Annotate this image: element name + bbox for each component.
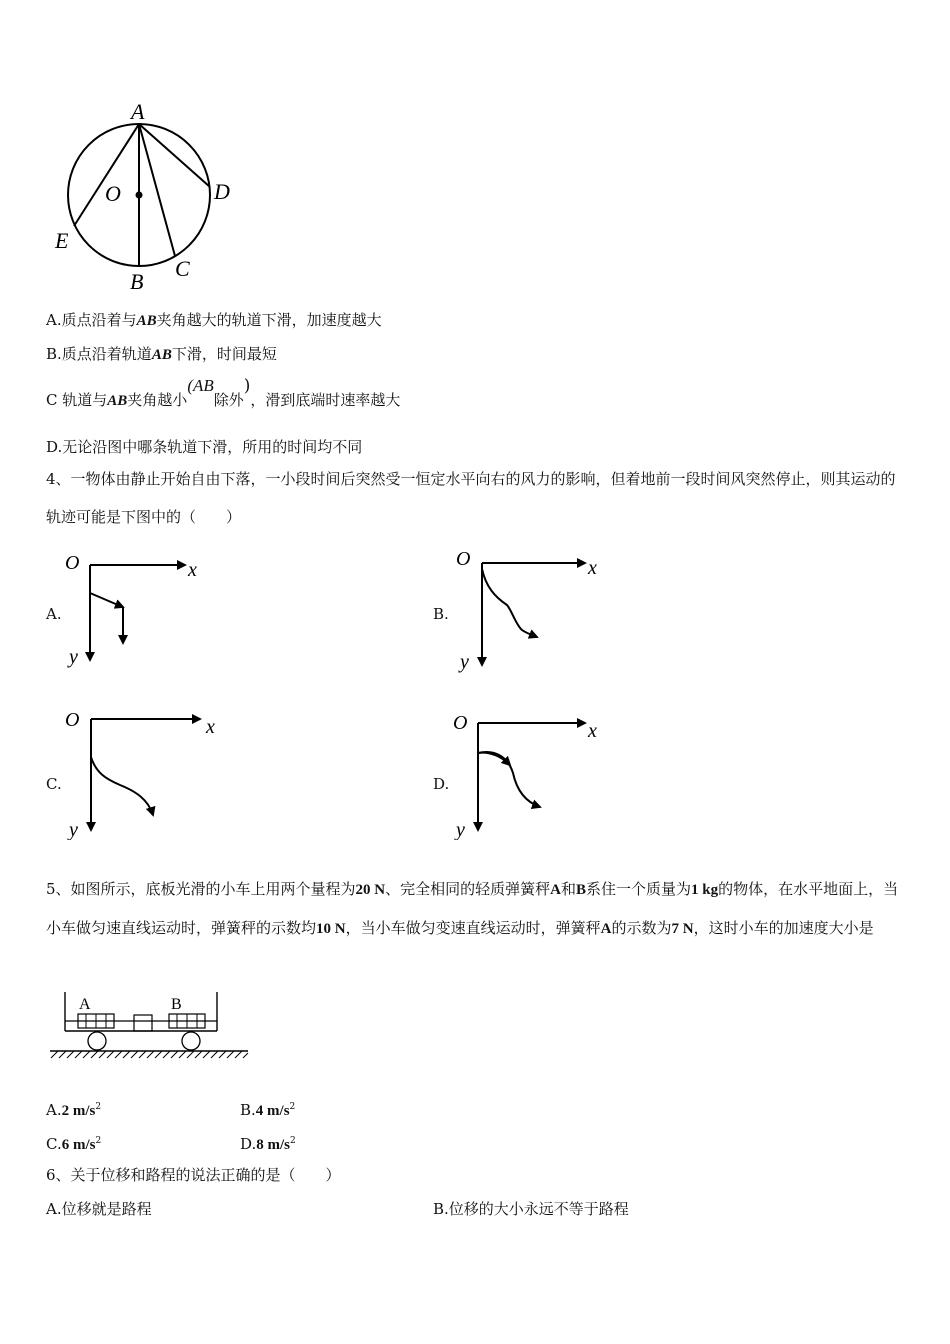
q4-graph-b bbox=[450, 545, 620, 675]
q4-graph-c bbox=[60, 705, 230, 840]
q4-option-a-label: A. bbox=[46, 605, 62, 623]
svg-text:x: x bbox=[588, 557, 597, 579]
q4-option-d-label: D. bbox=[433, 775, 450, 793]
svg-text:y: y bbox=[460, 651, 469, 673]
svg-text:O: O bbox=[453, 712, 468, 734]
label-D: D bbox=[214, 179, 230, 204]
svg-text:O: O bbox=[65, 552, 80, 574]
q3-option-c: C 轨道与AB夹角越小(AB除外)，滑到底端时速率越大 bbox=[46, 376, 401, 409]
q5-option-b: B.4 $m/s^2$ bbox=[240, 1101, 296, 1119]
svg-text:y: y bbox=[69, 819, 78, 840]
q4-question: 4、一物体由静止开始自由下落，一小段时间后突然受一恒定水平向右的风力的影响，但着地前一段时间风突然停止，则其运动的轨迹可能是下图中的（ ） bbox=[46, 470, 896, 526]
q5-option-c: C.6 $m/s^2$ bbox=[46, 1135, 102, 1153]
svg-text:O: O bbox=[456, 548, 471, 570]
q5-option-a: A.2 $m/s^2$ bbox=[46, 1101, 102, 1119]
q6-question: 6、关于位移和路程的说法正确的是（ ） bbox=[46, 1166, 341, 1184]
svg-text:O: O bbox=[65, 709, 80, 731]
cart-diagram bbox=[45, 985, 255, 1065]
svg-text:y: y bbox=[456, 819, 465, 840]
label-O: O bbox=[105, 181, 121, 206]
svg-text:y: y bbox=[69, 646, 78, 668]
q6-option-a: A.位移就是路程 bbox=[46, 1200, 152, 1218]
q4-graph-a bbox=[60, 545, 220, 675]
svg-text:x: x bbox=[206, 716, 215, 738]
svg-text:x: x bbox=[188, 559, 197, 581]
svg-text:B: B bbox=[171, 996, 182, 1013]
q5-option-d: D.8 $m/s^2$ bbox=[240, 1135, 296, 1153]
q4-option-c-label: C. bbox=[46, 775, 62, 793]
q3-option-a: A.质点沿着与AB夹角越大的轨道下滑，加速度越大 bbox=[46, 311, 382, 329]
label-A: A bbox=[131, 99, 145, 124]
svg-text:x: x bbox=[588, 720, 597, 742]
label-B: B bbox=[130, 269, 144, 294]
q3-option-d: D.无论沿图中哪条轨道下滑，所用的时间均不同 bbox=[46, 438, 363, 456]
q6-option-b: B.位移的大小永远不等于路程 bbox=[433, 1200, 629, 1218]
label-E: E bbox=[55, 228, 69, 253]
svg-text:A: A bbox=[79, 996, 91, 1013]
q4-option-b-label: B. bbox=[433, 605, 449, 623]
circle-diagram bbox=[50, 95, 250, 295]
q5-question: 5、如图所示，底板光滑的小车上用两个量程为20 N、完全相同的轻质弹簧秤A和B系住一个质量为1 kg的物体，在水平地面上，当小车做匀速直线运动时，弹簧秤的示数均10 N，当小车做匀变速直线运动时，弹簧秤A的示数为7 N，这时小车的加速度大小是 bbox=[46, 880, 899, 937]
q4-graph-d bbox=[450, 705, 620, 840]
label-C: C bbox=[175, 256, 190, 281]
q3-option-b: B.质点沿着轨道AB下滑，时间最短 bbox=[46, 345, 277, 363]
